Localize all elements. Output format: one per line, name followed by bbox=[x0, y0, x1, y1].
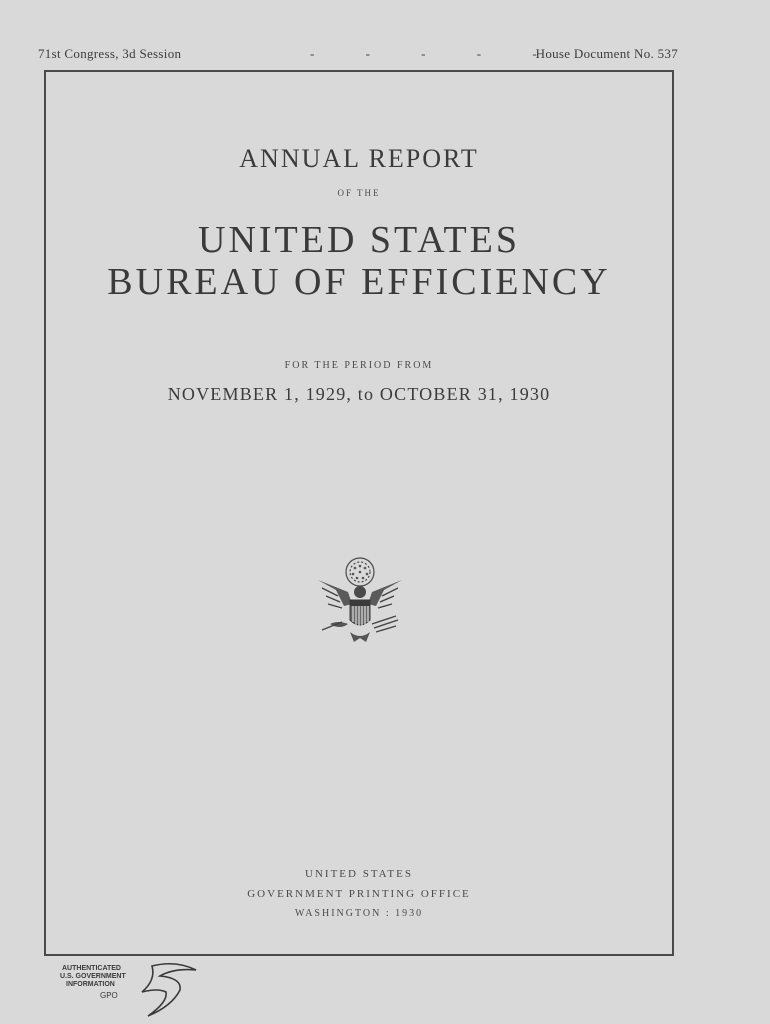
stamp-line3: INFORMATION bbox=[66, 981, 115, 988]
agency-name-line2: BUREAU OF EFFICIENCY bbox=[107, 261, 611, 303]
imprint-country: UNITED STATES bbox=[305, 868, 413, 880]
agency-name-line1: UNITED STATES bbox=[198, 219, 520, 261]
stamp-line2: U.S. GOVERNMENT bbox=[60, 973, 126, 980]
report-title: ANNUAL REPORT bbox=[239, 144, 479, 173]
congress-session: 71st Congress, 3d Session bbox=[38, 46, 182, 61]
gpo-authentication-stamp bbox=[56, 958, 206, 1018]
stamp-line4: GPO bbox=[100, 991, 118, 1000]
period-dates: NOVEMBER 1, 1929, to OCTOBER 31, 1930 bbox=[167, 384, 551, 404]
document-number: House Document No. 537 bbox=[535, 46, 678, 61]
imprint-place-year: WASHINGTON : 1930 bbox=[294, 908, 424, 919]
gpo-eagle-icon bbox=[142, 964, 196, 1016]
page-header bbox=[38, 46, 678, 68]
title-connector: OF THE bbox=[337, 188, 381, 198]
title-page-frame bbox=[44, 70, 674, 956]
imprint-publisher: GOVERNMENT PRINTING OFFICE bbox=[247, 888, 471, 900]
great-seal-eagle-icon bbox=[308, 550, 412, 654]
period-label: FOR THE PERIOD FROM bbox=[284, 360, 434, 371]
header-dashes: - - - - - bbox=[310, 46, 561, 61]
stamp-line1: AUTHENTICATED bbox=[62, 965, 121, 972]
